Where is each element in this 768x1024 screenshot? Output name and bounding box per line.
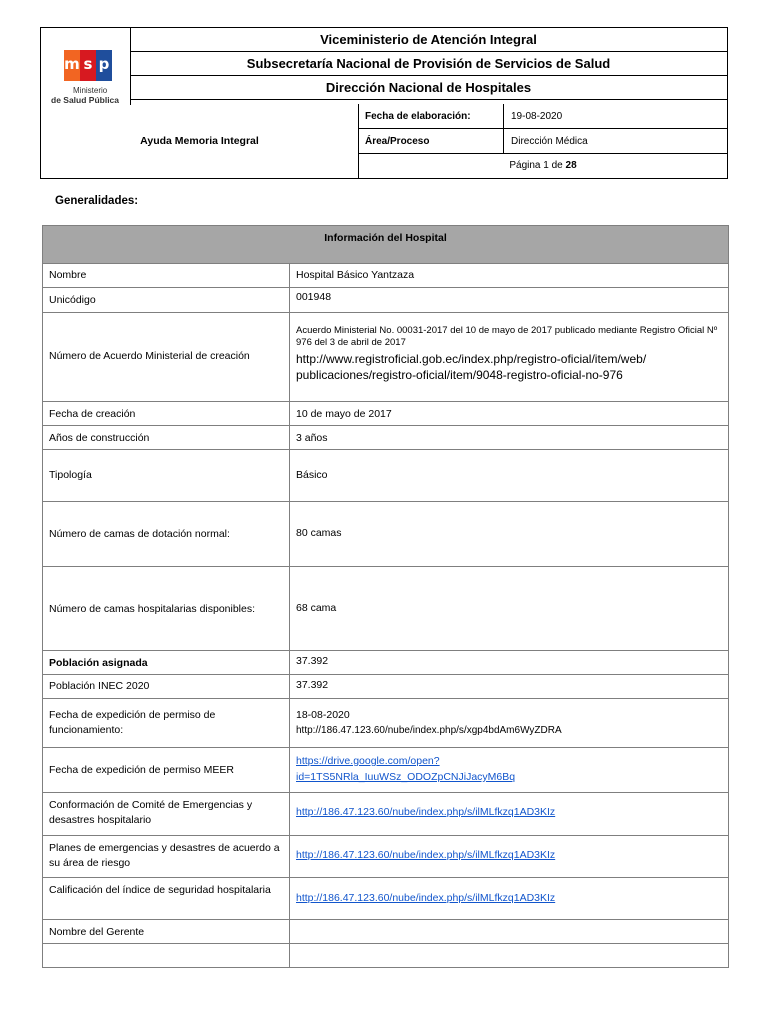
page-total: 28 [565,160,577,171]
meer-link-line2[interactable]: id=1TS5NRla_IuuWSz_ODOZpCNJiJacyM6Bq [296,771,516,783]
table-row [43,675,728,699]
header-title-direccion: Dirección Nacional de Hospitales [130,76,727,100]
row-value: 80 camas [296,527,342,539]
fecha-label: Fecha de elaboración: [365,111,471,122]
table-row [43,263,728,288]
page-prefix: Página 1 de [509,160,566,171]
row-label: Fecha de creación [49,408,136,420]
table-row [43,567,728,651]
row-label: Calificación del índice de seguridad hospitalaria [49,884,271,896]
row-label: Número de Acuerdo Ministerial de creación [49,350,250,362]
hospital-info-table [42,225,729,968]
table-row [43,426,728,450]
row-label: Tipología [49,469,92,481]
meer-link-line1[interactable]: https://drive.google.com/open? [296,755,440,767]
header-title-subsecretaria: Subsecretaría Nacional de Provisión de Servicios de Salud [130,52,727,76]
acuerdo-url-line1: http://www.registroficial.gob.ec/index.php/registro-oficial/item/web/ [296,352,647,366]
table-heading: Información del Hospital [43,226,728,264]
logo-letter-s: s [80,50,96,81]
row-label: Población asignada [49,657,148,669]
meta-divider [503,129,504,153]
row-label: Unicódigo [49,294,96,306]
header-title-viceministerio: Viceministerio de Atención Integral [130,28,727,52]
row-label: Fecha de expedición de permiso de funcionamiento: [49,709,216,736]
row-label: Número de camas de dotación normal: [49,528,230,540]
table-row [43,836,728,878]
seguridad-link[interactable]: http://186.47.123.60/nube/index.php/s/ilMLfkzq1AD3KIz [296,892,556,904]
row-label: Nombre del Gerente [49,926,145,938]
row-label: Años de construcción [49,432,150,444]
row-value: Acuerdo Ministerial No. 00031-2017 del 10 de mayo de 2017 publicado mediante Registro Oficial Nº 976 del 3 de abril de 2017 [296,325,718,348]
table-row [43,944,728,967]
row-value: 3 años [296,432,328,444]
logo-text-salud: de Salud Pública [51,95,120,105]
row-label: Población INEC 2020 [49,680,150,692]
area-label: Área/Proceso [365,136,430,147]
table-row [43,699,728,748]
meta-row-page [359,154,727,178]
row-label: Planes de emergencias y desastres de acuerdo a su área de riesgo [49,842,280,869]
row-value: Básico [296,469,328,481]
row-label: Nombre [49,269,87,281]
row-label: Fecha de expedición de permiso MEER [49,764,235,776]
table-row [43,402,728,426]
section-title: Generalidades: [55,195,139,207]
row-value: 37.392 [296,655,329,667]
row-value: 10 de mayo de 2017 [296,408,392,420]
row-value: 18-08-2020 [296,709,350,721]
comite-link[interactable]: http://186.47.123.60/nube/index.php/s/ilMLfkzq1AD3KIz [296,806,556,818]
meta-row-fecha [359,104,727,129]
logo-cell [41,28,131,105]
table-row [43,920,728,944]
msp-logo [64,50,113,81]
table-row [43,450,728,502]
row-label: Número de camas hospitalarias disponibles: [49,603,256,615]
table-row [43,793,728,836]
meta-divider [503,104,504,128]
logo-letter-m: m [64,50,80,81]
table-row [43,651,728,675]
meta-row-area [359,129,727,154]
row-label: Conformación de Comité de Emergencias y desastres hospitalario [49,799,253,826]
area-value: Dirección Médica [511,136,588,147]
table-row [43,502,728,567]
logo-text-ministerio: Ministerio [73,86,108,95]
row-value: 68 cama [296,602,337,614]
permiso-url: http://186.47.123.60/nube/index.php/s/xgp4bdAm6WyZDRA [296,725,562,736]
table-row [43,288,728,313]
acuerdo-url-line2: publicaciones/registro-oficial/item/9048-registro-oficial-no-976 [296,368,623,382]
fecha-value: 19-08-2020 [511,111,563,122]
row-value: 37.392 [296,679,329,691]
row-value: 001948 [296,291,332,303]
row-value: Hospital Básico Yantzaza [296,269,415,281]
table-row [43,748,728,793]
table-row [43,878,728,920]
document-header [40,27,728,179]
table-row [43,313,728,402]
planes-link[interactable]: http://186.47.123.60/nube/index.php/s/ilMLfkzq1AD3KIz [296,849,556,861]
doc-name: Ayuda Memoria Integral [41,104,359,178]
logo-letter-p: p [96,50,112,81]
